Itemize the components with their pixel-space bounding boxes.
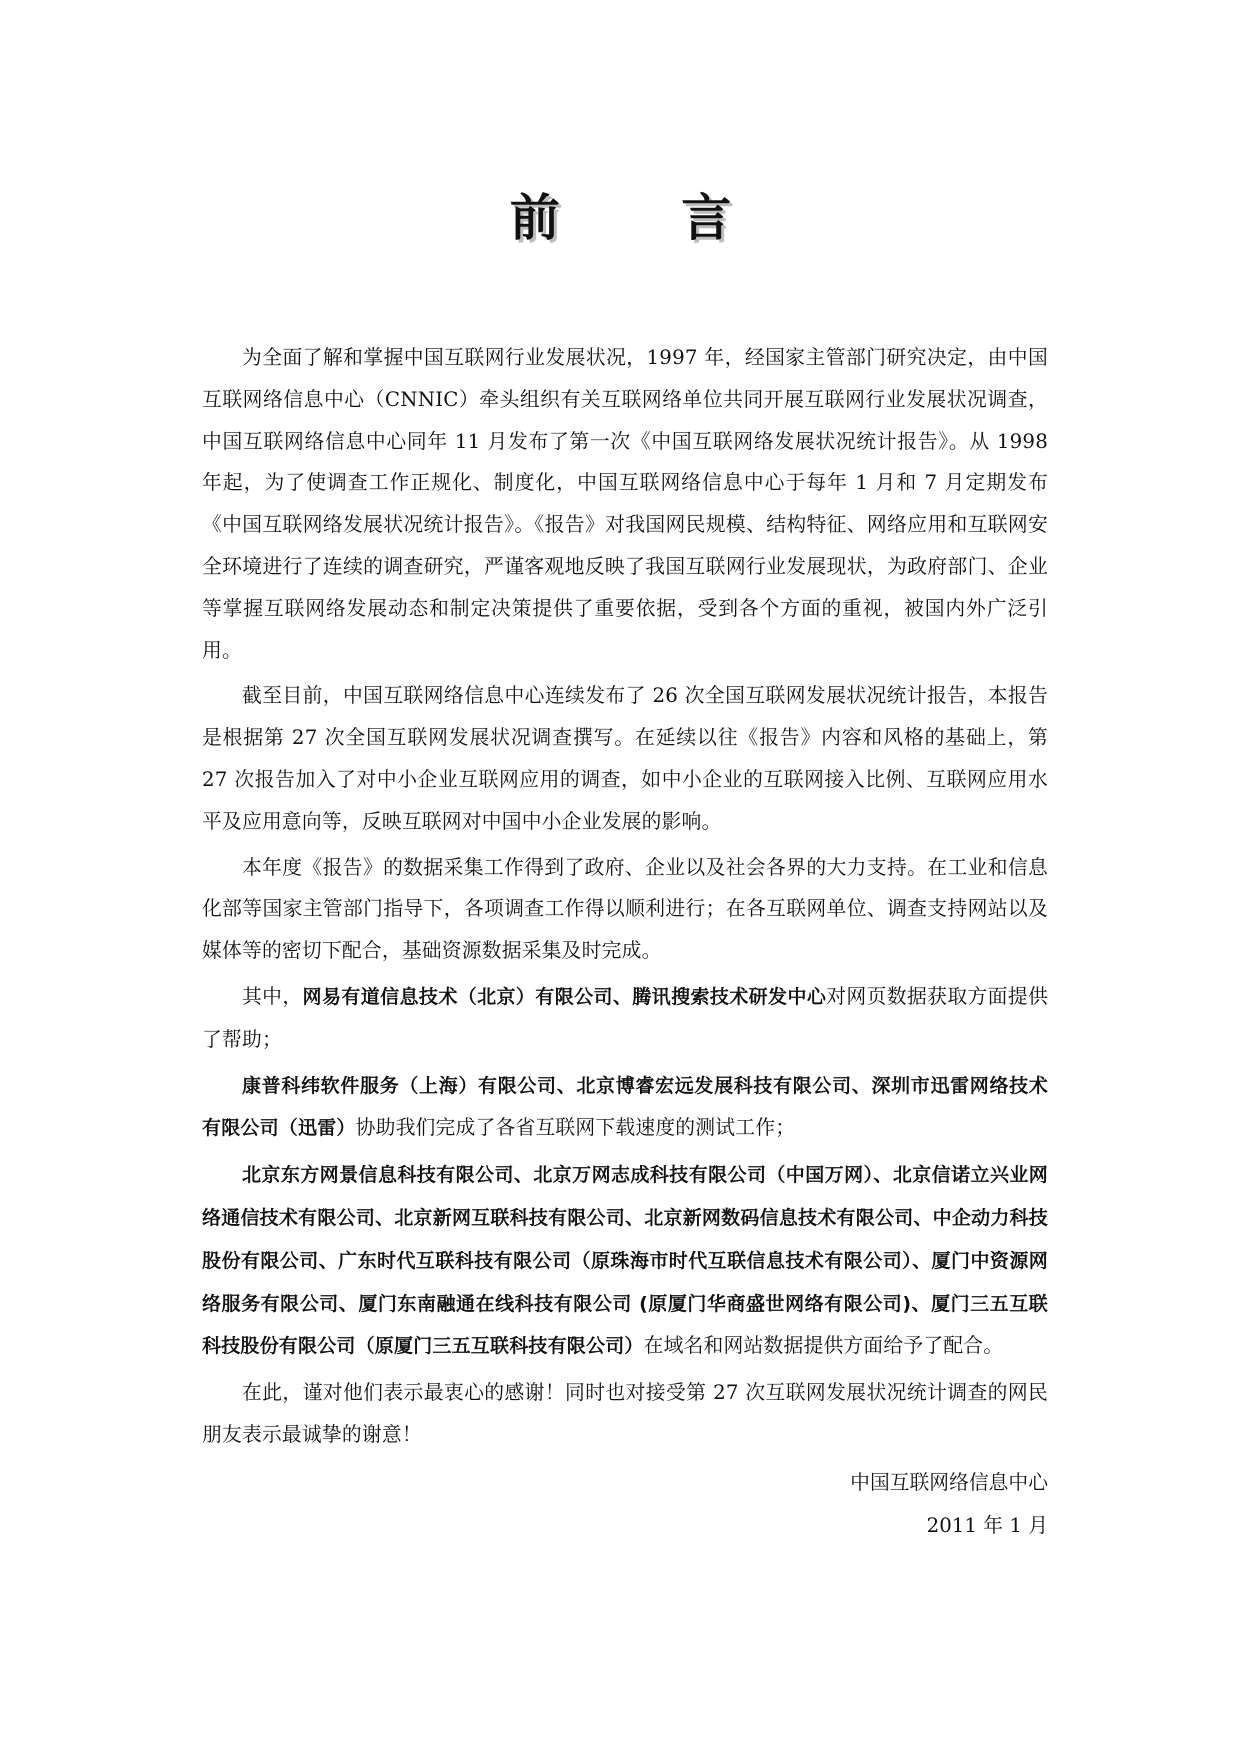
paragraph-support: 本年度《报告》的数据采集工作得到了政府、企业以及社会各界的大力支持。在工业和信息化部等国家主管部门指导下，各项调查工作得以顺利进行；在各互联网单位、调查支持网站以及媒体等的密切下配合，基础资源数据采集及时完成。: [202, 855, 1048, 963]
domain-data-contribution: 在域名和网站数据提供方面给予了配合。: [643, 1334, 1004, 1358]
webpage-data-contribution: 对网页数据获取方面提供了帮助；: [202, 984, 1049, 1051]
paragraph-webpage-data: [202, 976, 1048, 1061]
signature-block: [850, 1461, 1048, 1547]
paragraph-current-report: 截至目前，中国互联网络信息中心连续发布了 26 次全国互联网发展状况统计报告，本报告是根据第 27 次全国互联网发展状况调查撰写。在延续以往《报告》内容和风格的基础上，第 27 次报告加入了对中小企业互联网应用的调查，如中小企业的互联网接入比例、互联网应用水平及应用意向等，反映互联网对中国中小企业发展的影响。: [202, 684, 1048, 833]
paragraph-domain-data: [202, 1154, 1048, 1368]
preface-body: [202, 337, 1048, 1456]
page-title: 前 言: [509, 189, 784, 247]
download-speed-organizations: 康普科纬软件服务（上海）有限公司、北京博睿宏远发展科技有限公司、深圳市迅雷网络技术有限公司（迅雷）: [202, 1074, 1048, 1140]
signature-organization: 中国互联网络信息中心: [850, 1471, 1048, 1494]
paragraph-download-speed: [202, 1065, 1048, 1151]
signature-date: 2011 年 1 月: [926, 1514, 1048, 1537]
webpage-data-organizations: 网易有道信息技术（北京）有限公司、腾讯搜索技术研发中心: [302, 985, 827, 1008]
download-speed-contribution: 协助我们完成了各省互联网下载速度的测试工作；: [355, 1116, 796, 1140]
paragraph-lead-text: 其中，: [242, 984, 303, 1008]
domain-data-organizations: 北京东方网景信息科技有限公司、北京万网志成科技有限公司（中国万网）、北京信诺立兴业网络通信技术有限公司、北京新网互联科技有限公司、北京新网数码信息技术有限公司、中企动力科技股份有限公司、广东时代互联科技有限公司（原珠海市时代互联信息技术有限公司）、厦门中资源网络服务有限公司、厦门东南融通在线科技有限公司 (原厦门华商盛世网络有限公司)、厦门三五互联科技股份有限公司（原厦门三五互联科技有限公司）: [202, 1164, 1048, 1358]
paragraph-thanks: 在此，谨对他们表示最衷心的感谢！同时也对接受第 27 次互联网发展状况统计调查的网民朋友表示最诚挚的谢意！: [202, 1381, 1048, 1446]
paragraph-background: 为全面了解和掌握中国互联网行业发展状况，1997 年，经国家主管部门研究决定，由中国互联网络信息中心（CNNIC）牵头组织有关互联网络单位共同开展互联网行业发展状况调查，中国互联网络信息中心同年 11 月发布了第一次《中国互联网络发展状况统计报告》。从 1998 年起，为了使调查工作正规化、制度化，中国互联网络信息中心于每年 1 月和 7 月定期发布《中国互联网络发展状况统计报告》。《报告》对我国网民规模、结构特征、网络应用和互联网安全环境进行了连续的调查研究，严谨客观地反映了我国互联网行业发展现状，为政府部门、企业等掌握互联网络发展动态和制定决策提供了重要依据，受到各个方面的重视，被国内外广泛引用。: [202, 346, 1048, 662]
